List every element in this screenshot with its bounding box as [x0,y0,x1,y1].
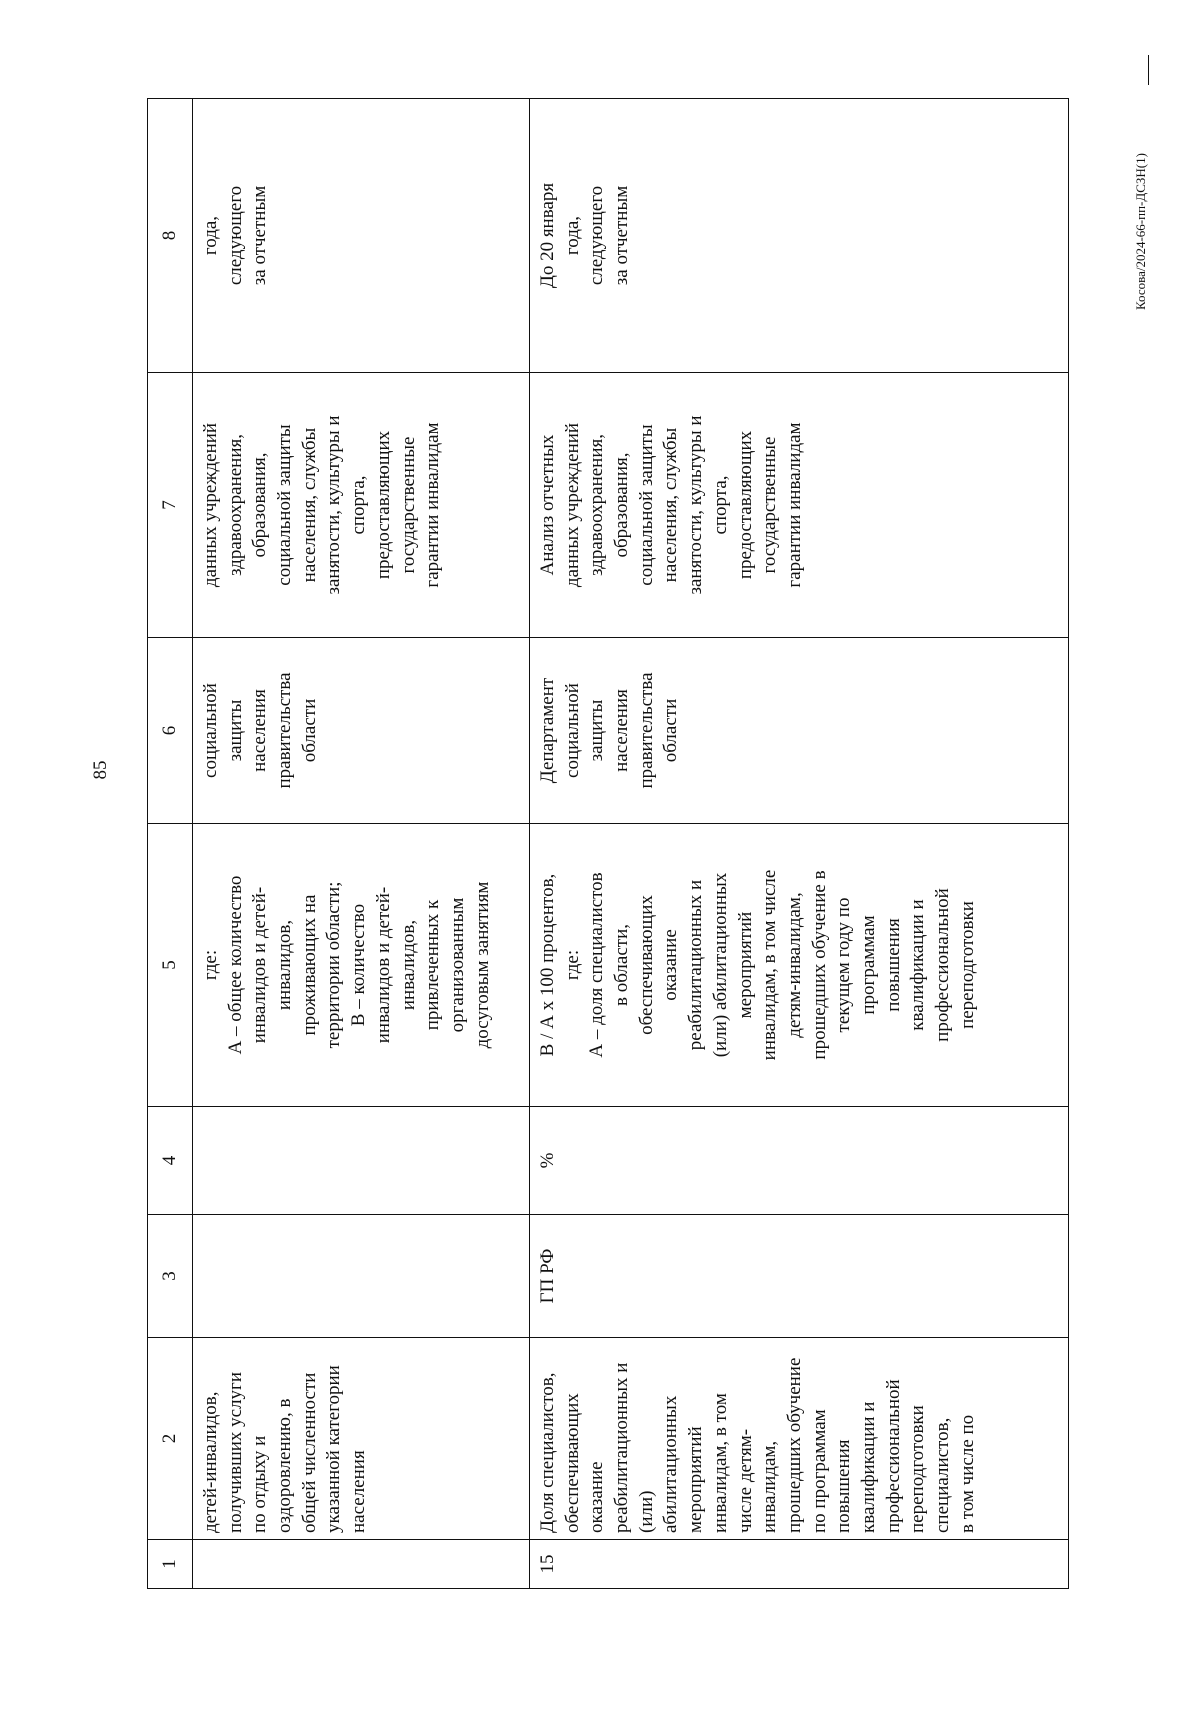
row-number-cell: 15 [530,1540,1069,1589]
header-col-4: 4 [148,1107,193,1215]
header-col-5: 5 [148,824,193,1107]
deadline-cell: года, следующего за отчетным [193,99,530,373]
formula-cell: где: А – общее количество инвалидов и детей- инвалидов, проживающих на территории области; В – количество инвалидов и детей- инвалидов, привлеченных к организованным досуговым занятиям [193,824,530,1107]
header-col-1: 1 [148,1540,193,1589]
document-code: Косова/2024-66-пп-ДСЗН(1) [1133,153,1148,310]
indicator-name-cell: детей-инвалидов, получивших услуги по отдыху и оздоровлению, в общей численности указанной категории населения [193,1338,530,1540]
header-col-3: 3 [148,1215,193,1338]
rotated-table-container [147,99,1069,1589]
unit-cell [193,1107,530,1215]
header-col-2: 2 [148,1338,193,1540]
header-col-7: 7 [148,373,193,638]
indicator-table [147,98,1069,1589]
indicator-name-cell: Доля специалистов, обеспечивающих оказание реабилитационных и (или) абилитационных мероприятий инвалидам, в том числе детям- инвалидам, прошедших обучение по программам повышения квалификации и профессиональной переподготовки специалистов, в том числе по [530,1338,1069,1540]
table-header-row [148,99,193,1589]
responsible-cell: Департамент социальной защиты населения правительства области [530,638,1069,824]
document-code-rule [1148,55,1149,85]
table-row [193,99,530,1589]
header-col-6: 6 [148,638,193,824]
unit-cell: % [530,1107,1069,1215]
responsible-cell: социальной защиты населения правительства области [193,638,530,824]
method-cell: Анализ отчетных данных учреждений здравоохранения, образования, социальной защиты населения, службы занятости, культуры и спорта, предоставляющих государственные гарантии инвалидам [530,373,1069,638]
row-number-cell [193,1540,530,1589]
table-row [530,99,1069,1589]
source-cell [193,1215,530,1338]
source-cell: ГП РФ [530,1215,1069,1338]
page-number: 85 [90,760,111,780]
deadline-cell: До 20 января года, следующего за отчетным [530,99,1069,373]
header-col-8: 8 [148,99,193,373]
formula-cell: В / А х 100 процентов, где: А – доля специалистов в области, обеспечивающих оказание реабилитационных и (или) абилитационных мероприятий инвалидам, в том числе детям-инвалидам, прошедших обучение в текущем году по программам повышения квалификации и профессиональной переподготовки [530,824,1069,1107]
method-cell: данных учреждений здравоохранения, образования, социальной защиты населения, службы занятости, культуры и спорта, предоставляющих государственные гарантии инвалидам [193,373,530,638]
